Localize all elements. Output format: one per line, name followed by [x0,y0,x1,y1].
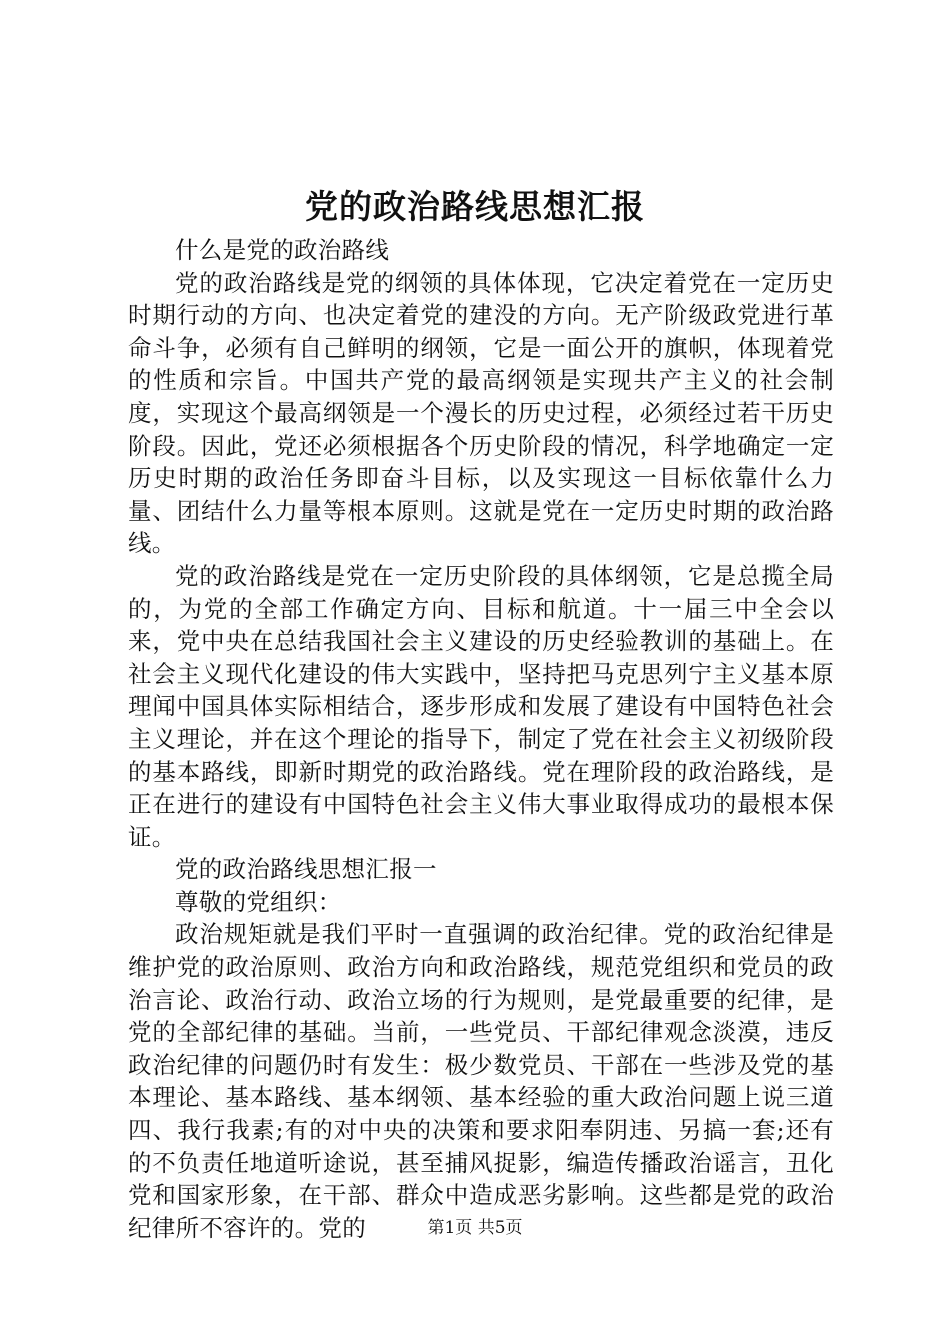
paragraph-salutation: 尊敬的党组织： [175,887,342,916]
paragraph-political-discipline: 政治规矩就是我们平时一直强调的政治纪律。党的政治纪律是维护党的政治原则、政治方向和政治路线，规范党组织和党员的政治言论、政治行动、政治立场的行为规则，是党最重要的纪律，是党的全部纪律的基础。当前，一些党员、干部纪律观念淡漠，违反政治纪律的问题仍时有发生：极少数党员、干部在一些涉及党的基本理论、基本路线、基本纲领、基本经验的重大政治问题上说三道四、我行我素;有的对中央的决策和要求阳奉阴违、另搞一套;还有的不负责任地道听途说，甚至捕风捉影，编造传播政治谣言，丑化党和国家形象，在干部、群众中造成恶劣影响。这些都是党的政治纪律所不容许的。党的 [128,920,834,1242]
document-body [128,234,834,1244]
paragraph-political-line-program: 党的政治路线是党在一定历史阶段的具体纲领，它是总揽全局的，为党的全部工作确定方向、目标和航道。十一届三中全会以来，党中央在总结我国社会主义建设的历史经验教训的基础上。在社会主义现代化建设的伟大实践中，坚持把马克思列宁主义基本原理闻中国具体实际相结合，逐步形成和发展了建设有中国特色社会主义理论，并在这个理论的指导下，制定了党在社会主义初级阶段的基本路线，即新时期党的政治路线。党在理阶段的政治路线，是正在进行的建设有中国特色社会主义伟大事业取得成功的最根本保证。 [128,561,834,851]
page-footer: 第1页 共5页 [427,1218,523,1238]
document-title: 党的政治路线思想汇报 [305,187,645,226]
paragraph-heading-what-is: 什么是党的政治路线 [175,236,390,264]
paragraph-political-line-definition: 党的政治路线是党的纲领的具体体现，它决定着党在一定历史时期行动的方向、也决定着党的建没的方向。无产阶级政党进行革命斗争，必须有自己鲜明的纲领，它是一面公开的旗帜，体现着党的性质和宗旨。中国共产党的最高纲领是实现共产主义的社会制度，实现这个最高纲领是一个漫长的历史过程，必须经过若干历史阶段。因此，党还必须根据各个历史阶段的情况，科学地确定一定历史时期的政治任务即奋斗目标，以及实现这一目标依靠什么力量、团结什么力量等根本原则。这就是党在一定历史时期的政治路线。 [128,268,834,558]
paragraph-report-one-heading: 党的政治路线思想汇报一 [175,855,437,884]
